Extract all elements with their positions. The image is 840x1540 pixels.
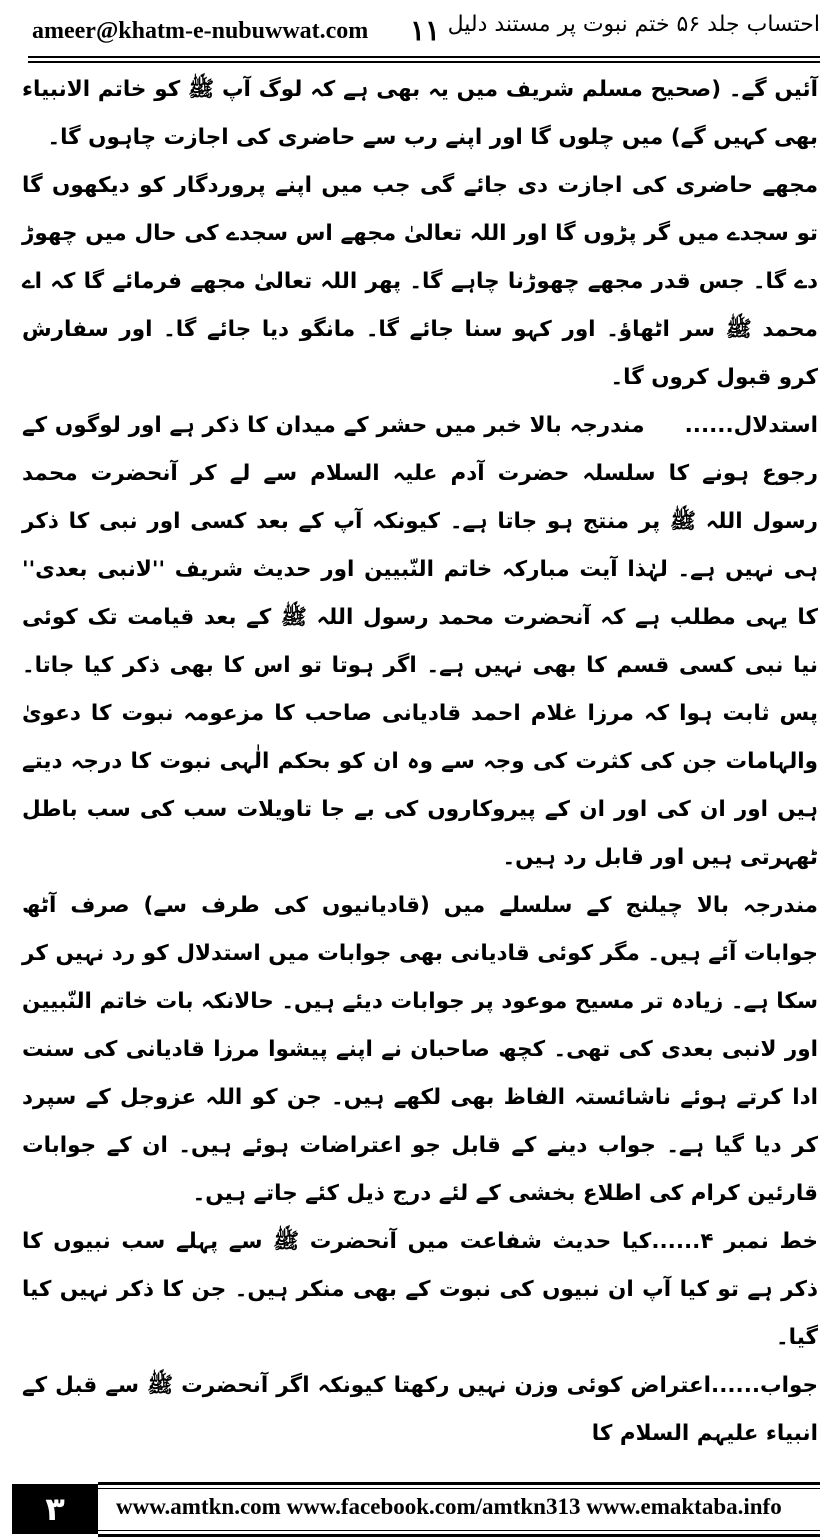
footer-links[interactable]: www.amtkn.com www.facebook.com/amtkn313 www.emaktaba.info (116, 1494, 782, 1519)
page-body (22, 66, 818, 1458)
page-number: ۳ (12, 1484, 98, 1534)
letter-paragraph (22, 1218, 818, 1362)
footer-rule (98, 1530, 820, 1531)
letter-label: خط نمبر ۴...... (651, 1229, 818, 1254)
istidlal-text: مندرجہ بالا خبر میں حشر کے میدان کا ذکر ہے اور لوگوں کے رجوع ہونے کا سلسلہ حضرت آدم علیہ السلام سے لے کر آنحضرت محمد رسول اللہ ﷺ پر منتج ہو جاتا ہے۔ کیونکہ آپ کے بعد کسی اور نبی کا ذکر ہی نہیں ہے۔ لہٰذا آیت مبارکہ خاتم النّبیین اور حدیث شریف ''لانبی بعدی'' کا یہی مطلب ہے کہ آنحضرت محمد رسول اللہ ﷺ کے بعد قیامت تک کوئی نیا نبی کسی قسم کا بھی نہیں ہے۔ اگر ہوتا تو اس کا بھی ذکر کیا جاتا۔ پس ثابت ہوا کہ مرزا غلام احمد قادیانی صاحب کا مزعومہ نبوت کا دعویٰ والہامات جن کی کثرت کی وجہ سے وہ ان کو بحکم الٰہی نبوت کا درجہ دیتے ہیں اور ان کی اور ان کے پیروکاروں کی بے جا تاویلات سب کی سب باطل ٹھہرتی ہیں اور قابل رد ہیں۔ (22, 413, 818, 870)
page-header (0, 0, 840, 66)
footer-rule (98, 1488, 820, 1489)
answer-label: جواب...... (711, 1373, 818, 1398)
istidlal-paragraph (22, 402, 818, 882)
header-email[interactable]: ameer@khatm-e-nubuwwat.com (32, 18, 369, 44)
footer-rule (98, 1534, 820, 1537)
hadith-paragraph: مجھے حاضری کی اجازت دی جائے گی جب میں اپنے پروردگار کو دیکھوں گا تو سجدے میں گر پڑوں گا اور اللہ تعالیٰ مجھے اس سجدے کی حال میں چھوڑ دے گا۔ جس قدر مجھے چھوڑنا چاہے گا۔ پھر اللہ تعالیٰ مجھے فرمائے گا کہ اے محمد ﷺ سر اٹھاؤ۔ اور کہو سنا جائے گا۔ مانگو دیا جائے گا۔ اور سفارش کرو قبول کروں گا۔ (22, 173, 818, 390)
letter-text: کیا حدیث شفاعت میں آنحضرت ﷺ سے پہلے سب نبیوں کا ذکر ہے تو کیا آپ ان نبیوں کی نبوت کے بھی منکر ہیں۔ جن کا ذکر نہیں کیا گیا۔ (22, 1229, 818, 1350)
hadith-paragraph: آئیں گے۔ (صحیح مسلم شریف میں یہ بھی ہے کہ لوگ آپ ﷺ کو خاتم الانبیاء بھی کہیں گے) میں چلوں گا اور اپنے رب سے حاضری کی اجازت چاہوں گا۔ (22, 77, 818, 150)
answer-text: اعتراض کوئی وزن نہیں رکھتا کیونکہ اگر آنحضرت ﷺ سے قبل کے انبیاء علیہم السلام کا (22, 1373, 818, 1446)
istidlal-label: استدلال...... (684, 413, 818, 438)
answer-paragraph (22, 1362, 818, 1458)
footer-rule (98, 1482, 820, 1485)
page-footer (0, 1474, 840, 1540)
header-title: احتساب جلد ۵۶ ختم نبوت پر مستند دلیل (447, 12, 820, 37)
challenge-paragraph: مندرجہ بالا چیلنج کے سلسلے میں (قادیانیوں کی طرف سے) صرف آٹھ جوابات آئے ہیں۔ مگر کوئی قادیانی بھی جوابات میں استدلال کو رد نہیں کر سکا ہے۔ زیادہ تر مسیح موعود پر جوابات دیئے ہیں۔ حالانکہ بات خاتم النّبیین اور لانبی بعدی کی تھی۔ کچھ صاحبان نے اپنے پیشوا مرزا قادیانی کی سنت ادا کرتے ہوئے ناشائستہ الفاظ بھی لکھے ہیں۔ جن کو اللہ عزوجل کے سپرد کر دیا گیا ہے۔ جواب دینے کے قابل جو اعتراضات ہوئے ہیں۔ ان کے جوابات قارئین کرام کی اطلاع بخشی کے لئے درج ذیل کئے جاتے ہیں۔ (22, 893, 818, 1206)
header-page-marker: ۱۱ (410, 16, 441, 47)
header-rule (28, 61, 820, 63)
header-rule (28, 56, 820, 58)
